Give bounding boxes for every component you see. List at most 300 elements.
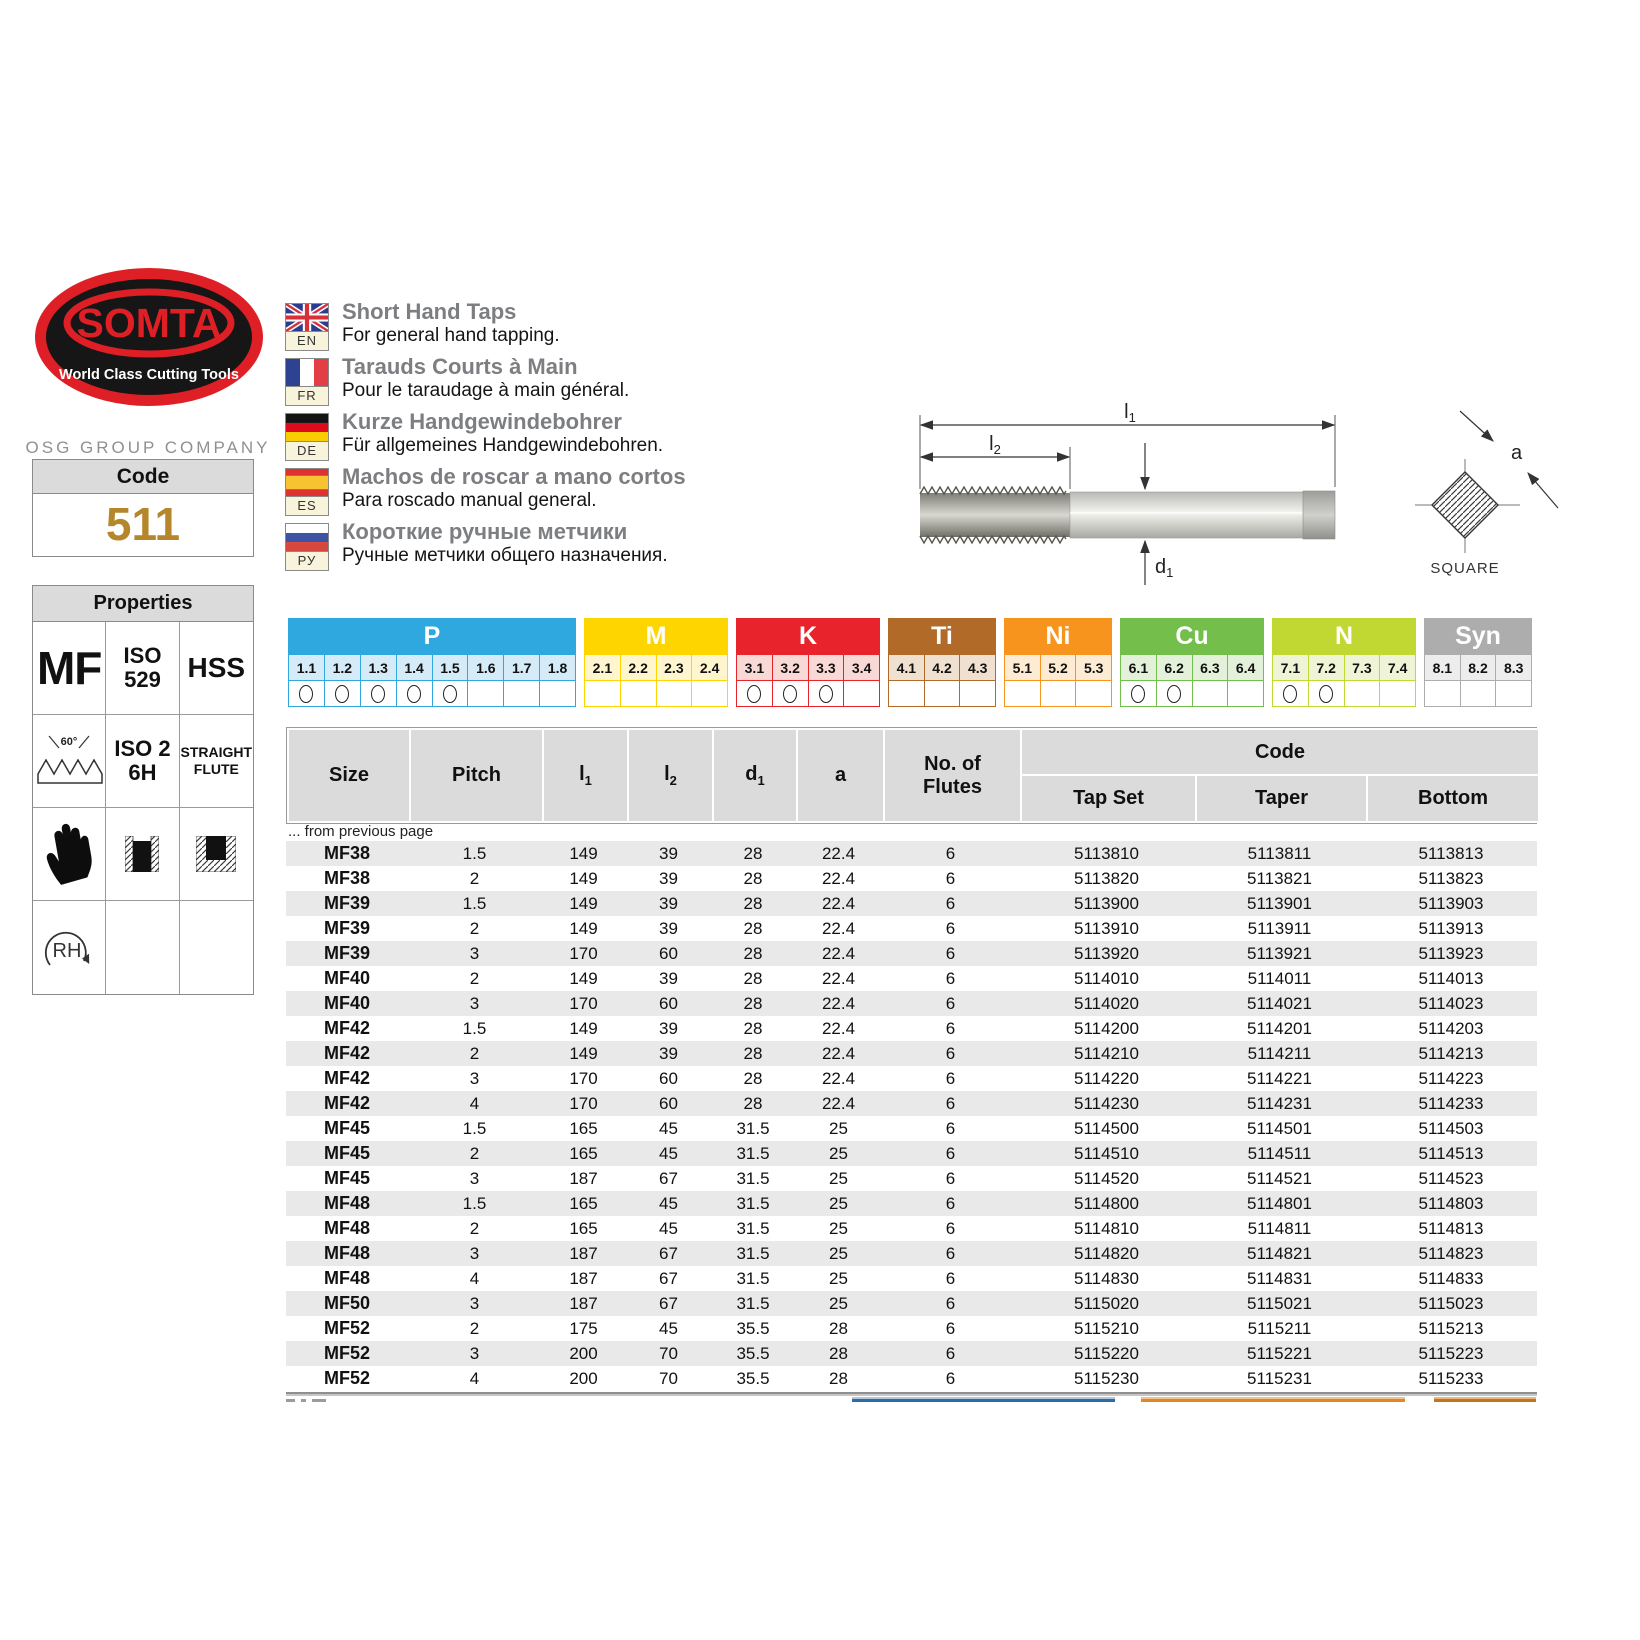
somta-logo: [33, 266, 266, 412]
table-cell: 28: [743, 918, 763, 938]
suitability-circle: [1131, 685, 1145, 703]
flag-column: [285, 413, 329, 468]
table-cell: 4: [469, 1368, 480, 1388]
material-cell: 1.4: [397, 655, 433, 680]
table-cell: 5113901: [1247, 893, 1312, 913]
language-title: Short Hand Taps: [342, 299, 517, 324]
tagline-text: World Class Cutting Tools: [59, 367, 239, 383]
table-row: [286, 1291, 1537, 1316]
table-cell: 22.4: [821, 1068, 856, 1088]
glove-icon: [33, 808, 106, 901]
table-cell: 4: [469, 1093, 480, 1113]
table-cell: 39: [659, 918, 678, 938]
table-cell: MF40: [323, 993, 370, 1013]
material-mark-cell: [1193, 681, 1229, 706]
table-cell: 5114221: [1247, 1068, 1312, 1088]
table-cell: 3: [469, 1243, 480, 1263]
tolerance-line2: 6H: [128, 760, 157, 785]
language-code-label: FR: [285, 387, 329, 406]
material-cell: 5.3: [1076, 655, 1111, 680]
property-empty-cell: [106, 901, 179, 994]
flag-icon-es: [285, 468, 329, 497]
tolerance-line1: ISO 2: [114, 736, 171, 762]
table-cell: MF45: [323, 1143, 370, 1163]
material-group-N: [1272, 618, 1416, 707]
table-cell: 39: [659, 1018, 678, 1038]
table-cell: 28: [829, 1318, 848, 1338]
material-cell: 1.1: [289, 655, 325, 680]
table-cell: 25: [829, 1293, 848, 1313]
table-row: [286, 1016, 1537, 1041]
table-cell: 1.5: [462, 893, 487, 913]
table-cell: 5114013: [1418, 968, 1484, 988]
flag-column: [285, 303, 329, 358]
suitability-circle: [819, 685, 833, 703]
material-cell: 3.1: [737, 655, 773, 680]
table-cell: 39: [659, 893, 678, 913]
language-subtitle: Para roscado manual general.: [342, 490, 597, 511]
table-cell: 5114831: [1247, 1268, 1312, 1288]
table-cell: 25: [829, 1143, 848, 1163]
table-cell: 22.4: [821, 893, 856, 913]
dim-l1-label: $l_1$: [1124, 401, 1136, 425]
language-list: [285, 299, 885, 578]
suitability-circle: [371, 685, 385, 703]
dim-a-label: a: [1511, 442, 1523, 464]
table-cell: MF45: [323, 1168, 370, 1188]
suitability-circle: [443, 685, 457, 703]
code-label: Code: [33, 460, 253, 494]
language-entry: [285, 464, 885, 523]
material-cell: 7.2: [1309, 655, 1345, 680]
language-text: [342, 464, 686, 523]
material-mark-cell: [1309, 681, 1345, 706]
language-text: [342, 299, 560, 358]
property-iso-standard: [106, 622, 179, 715]
table-cell: MF52: [323, 1318, 370, 1338]
table-cell: MF48: [323, 1218, 370, 1238]
table-cell: 5114203: [1418, 1018, 1484, 1038]
rotation-label: RH: [52, 939, 82, 962]
table-cell: 25: [829, 1118, 848, 1138]
language-subtitle: Pour le taraudage à main général.: [342, 380, 630, 401]
table-cell: 5114510: [1074, 1143, 1139, 1163]
material-group-header: P: [288, 618, 576, 655]
table-cell: 1.5: [462, 1118, 487, 1138]
table-cell: 5113921: [1247, 943, 1312, 963]
table-cell: 200: [569, 1368, 598, 1388]
table-cell: 28: [743, 1093, 763, 1113]
table-row: [286, 1216, 1537, 1241]
table-cell: 6: [945, 1268, 956, 1288]
table-cell: 60: [659, 943, 678, 963]
material-mark-cell: [621, 681, 657, 706]
spec-table-section: [286, 727, 1537, 1396]
material-cell: 3.4: [844, 655, 879, 680]
flag-icon-ru: [285, 523, 329, 552]
table-row: [286, 1366, 1537, 1391]
col-header-size: Size: [288, 729, 410, 822]
table-cell: 2: [469, 968, 480, 988]
table-cell: 149: [569, 918, 598, 938]
table-cell: 31.5: [736, 1168, 770, 1188]
material-cell: 1.2: [325, 655, 361, 680]
table-cell: 5114801: [1247, 1193, 1312, 1213]
table-cell: 70: [659, 1368, 678, 1388]
material-mark-cell: [468, 681, 504, 706]
table-cell: 5114223: [1418, 1068, 1484, 1088]
language-subtitle: Für allgemeines Handgewindebohren.: [342, 435, 664, 456]
table-cell: 28: [743, 1018, 763, 1038]
table-row: [286, 1116, 1537, 1141]
material-mark-cell: [1005, 681, 1041, 706]
table-row: [286, 1241, 1537, 1266]
table-cell: 5113821: [1247, 868, 1312, 888]
table-cell: MF39: [323, 943, 370, 963]
suitability-circle: [1167, 685, 1181, 703]
table-cell: 28: [829, 1343, 848, 1363]
material-group-M: [584, 618, 728, 707]
language-entry: [285, 299, 885, 358]
table-bottom-rule: [286, 1392, 1537, 1396]
dim-l2-label: $l_2$: [989, 433, 1001, 457]
table-cell: 170: [569, 993, 598, 1013]
table-cell: 6: [945, 1068, 956, 1088]
suitability-circle: [299, 685, 313, 703]
material-cell: 2.1: [585, 655, 621, 680]
material-mark-cell: [889, 681, 925, 706]
table-cell: 2: [469, 1043, 480, 1063]
material-group-header: N: [1272, 618, 1416, 655]
table-cell: 28: [743, 968, 763, 988]
material-mark-cell: [692, 681, 727, 706]
table-cell: 67: [659, 1268, 678, 1288]
table-cell: 60: [659, 993, 678, 1013]
table-cell: 25: [829, 1243, 848, 1263]
properties-title: Properties: [33, 586, 253, 622]
table-cell: 170: [569, 943, 598, 963]
table-cell: 35.5: [736, 1318, 770, 1338]
table-cell: MF45: [323, 1118, 370, 1138]
table-cell: 6: [945, 968, 956, 988]
table-cell: 3: [469, 1168, 480, 1188]
language-title: Tarauds Courts à Main: [342, 354, 578, 379]
table-cell: 5115233: [1418, 1368, 1484, 1388]
table-cell: 28: [743, 868, 763, 888]
col-header-d1: $d_1$: [713, 729, 797, 822]
table-cell: 45: [659, 1143, 678, 1163]
material-label: HSS: [187, 652, 246, 683]
table-row: [286, 916, 1537, 941]
table-cell: 5113903: [1418, 893, 1484, 913]
col-header-code: Code: [1021, 729, 1539, 775]
table-row: [286, 891, 1537, 916]
blind-hole-icon: [180, 808, 253, 901]
table-cell: 5114201: [1247, 1018, 1312, 1038]
table-cell: 25: [829, 1218, 848, 1238]
osg-company-text: OSG GROUP COMPANY: [25, 438, 271, 457]
material-group-Ti: [888, 618, 996, 707]
table-cell: 5114821: [1247, 1243, 1312, 1263]
property-thread-type: [33, 622, 106, 715]
code-value: 511: [105, 498, 181, 550]
table-cell: MF42: [323, 1068, 370, 1088]
language-entry: [285, 409, 885, 468]
table-cell: 149: [569, 868, 598, 888]
language-text: [342, 354, 629, 413]
table-cell: 187: [569, 1243, 598, 1263]
table-cell: 1.5: [462, 1193, 487, 1213]
table-cell: MF48: [323, 1243, 370, 1263]
material-group-Ni: [1004, 618, 1112, 707]
table-cell: 5115231: [1247, 1368, 1312, 1388]
material-cell: 2.2: [621, 655, 657, 680]
table-cell: 5113900: [1074, 893, 1139, 913]
table-cell: MF48: [323, 1268, 370, 1288]
flag-icon-uk: [285, 303, 329, 332]
col-header-taper: Taper: [1196, 775, 1367, 822]
table-cell: 5114521: [1247, 1168, 1312, 1188]
table-cell: 28: [829, 1368, 848, 1388]
table-cell: MF40: [323, 968, 370, 988]
table-cell: 5114210: [1074, 1043, 1139, 1063]
material-mark-cell: [585, 681, 621, 706]
table-row: [286, 1191, 1537, 1216]
language-subtitle: Ручные метчики общего назначения.: [342, 545, 668, 566]
table-cell: 22.4: [821, 993, 856, 1013]
table-cell: 5114823: [1418, 1243, 1484, 1263]
material-cell: 1.6: [468, 655, 504, 680]
material-mark-cell: [1228, 681, 1263, 706]
table-row: [286, 1266, 1537, 1291]
language-title: Kurze Handgewindebohrer: [342, 409, 622, 434]
material-mark-cell: [289, 681, 325, 706]
material-group-P: [288, 618, 576, 707]
table-cell: 5115213: [1418, 1318, 1484, 1338]
table-cell: 5114020: [1074, 993, 1139, 1013]
table-cell: 6: [945, 1118, 956, 1138]
table-cell: 39: [659, 1043, 678, 1063]
table-cell: 1.5: [462, 843, 487, 863]
table-cell: 2: [469, 1318, 480, 1338]
table-cell: 45: [659, 1318, 678, 1338]
language-entry: [285, 354, 885, 413]
table-cell: 6: [945, 1043, 956, 1063]
material-cell: 3.3: [809, 655, 845, 680]
language-code-label: РУ: [285, 552, 329, 571]
material-cell: 4.2: [925, 655, 961, 680]
material-cell: 8.1: [1425, 655, 1461, 680]
table-cell: 5113910: [1074, 918, 1139, 938]
material-cell: 7.3: [1345, 655, 1381, 680]
table-cell: 5113810: [1074, 843, 1139, 863]
material-group-header: Ti: [888, 618, 996, 655]
material-cell: 6.2: [1157, 655, 1193, 680]
suitability-circle: [335, 685, 349, 703]
table-cell: 5114021: [1247, 993, 1312, 1013]
language-code-label: ES: [285, 497, 329, 516]
material-mark-cell: [1496, 681, 1531, 706]
table-cell: 6: [945, 1218, 956, 1238]
material-mark-cell: [325, 681, 361, 706]
table-cell: 187: [569, 1268, 598, 1288]
table-cell: 39: [659, 843, 678, 863]
table-cell: 5113923: [1418, 943, 1484, 963]
table-cell: MF42: [323, 1043, 370, 1063]
material-mark-cell: [1425, 681, 1461, 706]
material-group-header: Syn: [1424, 618, 1532, 655]
table-row: [286, 1341, 1537, 1366]
col-header-a: a: [797, 729, 884, 822]
table-cell: 31.5: [736, 1218, 770, 1238]
table-cell: 22.4: [821, 943, 856, 963]
table-row: [286, 1041, 1537, 1066]
table-cell: 6: [945, 868, 956, 888]
table-cell: 2: [469, 868, 480, 888]
table-row: [286, 966, 1537, 991]
table-cell: 5114500: [1074, 1118, 1139, 1138]
table-cell: 22.4: [821, 843, 856, 863]
table-cell: 5114833: [1418, 1268, 1484, 1288]
table-cell: 1.5: [462, 1018, 487, 1038]
table-cell: 28: [743, 943, 763, 963]
property-material: [180, 622, 253, 715]
table-cell: 3: [469, 1343, 480, 1363]
table-cell: 5114233: [1418, 1093, 1484, 1113]
table-cell: 5114800: [1074, 1193, 1139, 1213]
table-row: [286, 841, 1537, 866]
material-cell: 4.1: [889, 655, 925, 680]
through-hole-icon: [106, 808, 179, 901]
table-cell: 149: [569, 1043, 598, 1063]
table-cell: 6: [945, 893, 956, 913]
table-note: ... from previous page: [288, 823, 434, 840]
suitability-circle: [1283, 685, 1297, 703]
language-code-label: DE: [285, 442, 329, 461]
material-cell: 1.3: [361, 655, 397, 680]
table-cell: 5114820: [1074, 1243, 1139, 1263]
material-cell: 8.2: [1461, 655, 1497, 680]
iso-line1: ISO: [123, 643, 162, 669]
table-cell: 175: [569, 1318, 598, 1338]
table-cell: 31.5: [736, 1143, 770, 1163]
table-cell: 22.4: [821, 1018, 856, 1038]
square-caption: SQUARE: [1430, 560, 1500, 577]
material-group-header: Cu: [1120, 618, 1264, 655]
property-empty-cell: [180, 901, 253, 994]
table-cell: 6: [945, 1093, 956, 1113]
table-cell: 31.5: [736, 1243, 770, 1263]
table-cell: 39: [659, 868, 678, 888]
table-cell: 170: [569, 1068, 598, 1088]
col-header-l2: $l_2$: [628, 729, 713, 822]
tap-photo: [920, 487, 1335, 543]
brand-text: SOMTA: [76, 300, 222, 346]
material-mark-cell: [960, 681, 995, 706]
table-cell: 6: [945, 943, 956, 963]
material-mark-cell: [809, 681, 845, 706]
table-cell: 5115023: [1418, 1293, 1484, 1313]
material-group-K: [736, 618, 880, 707]
material-cell: 2.4: [692, 655, 727, 680]
table-cell: 187: [569, 1293, 598, 1313]
table-cell: 5114231: [1247, 1093, 1312, 1113]
material-mark-cell: [1121, 681, 1157, 706]
table-cell: 6: [945, 1368, 956, 1388]
table-cell: 31.5: [736, 1293, 770, 1313]
table-cell: 5113913: [1418, 918, 1484, 938]
table-row: [286, 941, 1537, 966]
table-row: [286, 1316, 1537, 1341]
material-group-header: Ni: [1004, 618, 1112, 655]
table-cell: 35.5: [736, 1343, 770, 1363]
material-cell: 1.5: [433, 655, 469, 680]
table-cell: 31.5: [736, 1193, 770, 1213]
material-mark-cell: [1345, 681, 1381, 706]
suitability-circle: [783, 685, 797, 703]
material-mark-cell: [504, 681, 540, 706]
table-cell: 5114010: [1074, 968, 1139, 988]
table-cell: 35.5: [736, 1368, 770, 1388]
table-cell: 5113920: [1074, 943, 1139, 963]
material-cell: 4.3: [960, 655, 995, 680]
table-cell: MF42: [323, 1093, 370, 1113]
table-cell: MF48: [323, 1193, 370, 1213]
code-box: [32, 459, 254, 557]
table-cell: 5115220: [1074, 1343, 1139, 1363]
table-cell: 5113811: [1247, 843, 1312, 863]
table-cell: 5114813: [1418, 1218, 1484, 1238]
table-cell: 170: [569, 1093, 598, 1113]
table-cell: MF38: [323, 843, 370, 863]
table-cell: 3: [469, 1293, 480, 1313]
table-cell: 5114501: [1247, 1118, 1312, 1138]
table-cell: 31.5: [736, 1118, 770, 1138]
table-cell: 25: [829, 1168, 848, 1188]
table-cell: 22.4: [821, 968, 856, 988]
table-cell: 5114213: [1418, 1043, 1484, 1063]
table-cell: 28: [743, 843, 763, 863]
flag-icon-fr: [285, 358, 329, 387]
table-row: [286, 1141, 1537, 1166]
table-cell: 5114513: [1418, 1143, 1484, 1163]
table-cell: 5115223: [1418, 1343, 1484, 1363]
table-cell: 5114511: [1247, 1143, 1312, 1163]
table-cell: 5113911: [1247, 918, 1312, 938]
language-title: Короткие ручные метчики: [342, 519, 628, 544]
table-cell: 5115230: [1074, 1368, 1139, 1388]
table-cell: 5113820: [1074, 868, 1139, 888]
table-cell: 60: [659, 1093, 678, 1113]
table-cell: 2: [469, 1218, 480, 1238]
material-mark-cell: [1041, 681, 1077, 706]
table-cell: 5114023: [1418, 993, 1484, 1013]
table-cell: 165: [569, 1118, 598, 1138]
table-cell: 22.4: [821, 1043, 856, 1063]
spec-table-body: [286, 841, 1537, 1391]
material-mark-cell: [1273, 681, 1309, 706]
flag-column: [285, 358, 329, 413]
material-mark-cell: [925, 681, 961, 706]
cutoff-text-fragments: [286, 1399, 326, 1402]
table-cell: 31.5: [736, 1268, 770, 1288]
table-cell: 4: [469, 1268, 480, 1288]
table-cell: 165: [569, 1218, 598, 1238]
table-cell: 165: [569, 1143, 598, 1163]
col-header-l1: $l_1$: [543, 729, 628, 822]
iso-line2: 529: [124, 667, 161, 692]
flute-line1: STRAIGHT: [180, 744, 253, 761]
